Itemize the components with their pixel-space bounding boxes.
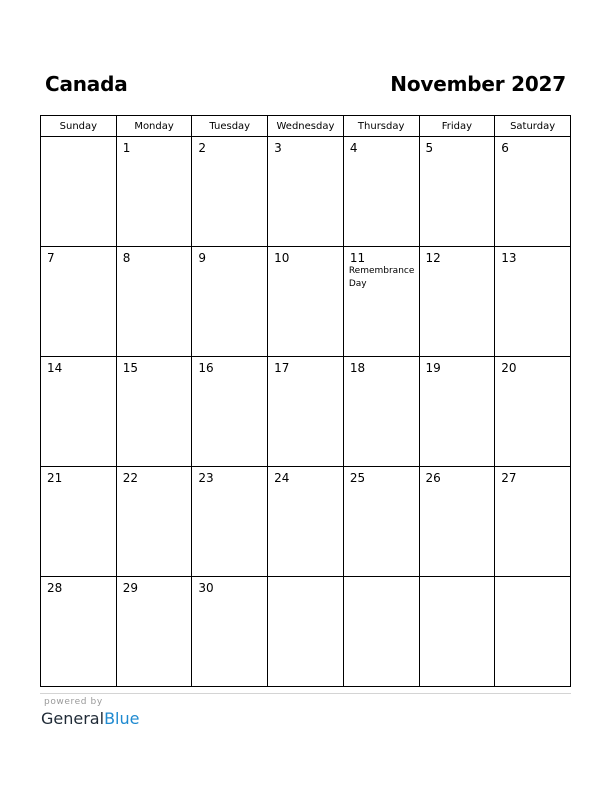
day-number: 3	[274, 141, 282, 155]
week-row	[41, 467, 571, 577]
weekday-sunday: Sunday	[41, 116, 117, 137]
day-number: 21	[47, 471, 63, 485]
day-number: 23	[198, 471, 214, 485]
day-cell	[268, 247, 344, 357]
day-number: 17	[274, 361, 290, 375]
brand-blue: Blue	[104, 709, 140, 728]
day-cell	[343, 137, 419, 247]
day-number: 12	[425, 251, 441, 265]
day-number: 28	[47, 581, 63, 595]
day-number: 13	[501, 251, 517, 265]
day-number: 18	[349, 361, 366, 375]
day-cell	[192, 247, 268, 357]
week-row	[41, 247, 571, 357]
day-cell	[116, 137, 192, 247]
empty-day-cell	[343, 577, 419, 687]
day-cell	[419, 357, 495, 467]
day-cell	[116, 247, 192, 357]
day-cell	[192, 357, 268, 467]
day-cell	[116, 357, 192, 467]
day-number: 8	[122, 251, 131, 265]
powered-by-text: powered by	[44, 697, 103, 707]
day-cell	[41, 577, 117, 687]
day-cell	[192, 467, 268, 577]
day-number: 4	[349, 141, 358, 155]
brand-general: General	[41, 709, 105, 728]
weekday-thursday: Thursday	[343, 116, 419, 137]
day-cell	[495, 467, 571, 577]
day-number: 14	[47, 361, 63, 375]
week-row	[41, 137, 571, 247]
day-number: 15	[122, 361, 138, 375]
day-cell	[495, 137, 571, 247]
day-number: 9	[198, 251, 207, 265]
day-cell	[41, 247, 117, 357]
day-number: 29	[122, 581, 138, 595]
weekday-saturday: Saturday	[495, 116, 571, 137]
day-number: 11	[349, 251, 366, 265]
day-cell	[116, 577, 192, 687]
day-cell	[343, 357, 419, 467]
day-number: 24	[274, 471, 290, 485]
country-title: Canada	[45, 72, 128, 96]
day-cell	[495, 357, 571, 467]
weekday-header-row	[41, 116, 571, 137]
generalblue-logo	[41, 709, 139, 728]
day-number: 26	[425, 471, 441, 485]
day-number: 7	[47, 251, 55, 265]
day-cell	[495, 247, 571, 357]
day-number: 27	[501, 471, 517, 485]
empty-day-cell	[268, 577, 344, 687]
day-cell	[116, 467, 192, 577]
day-cell	[268, 357, 344, 467]
empty-day-cell	[495, 577, 571, 687]
day-cell	[419, 137, 495, 247]
footer-divider	[40, 693, 571, 694]
calendar-grid	[40, 115, 571, 687]
day-cell	[419, 467, 495, 577]
day-number: 20	[501, 361, 517, 375]
day-number: 6	[501, 141, 509, 155]
empty-day-cell	[419, 577, 495, 687]
day-cell	[268, 137, 344, 247]
day-number: 19	[425, 361, 441, 375]
day-number: 1	[122, 141, 131, 155]
week-row	[41, 357, 571, 467]
day-number: 30	[198, 581, 214, 595]
holiday-label: Remembrance Day	[348, 266, 415, 289]
day-cell	[268, 467, 344, 577]
calendar-header	[45, 71, 566, 97]
day-number: 22	[122, 471, 138, 485]
weekday-friday: Friday	[419, 116, 495, 137]
weekday-monday: Monday	[116, 116, 192, 137]
day-cell	[419, 247, 495, 357]
day-number: 25	[349, 471, 366, 485]
day-number: 5	[425, 141, 434, 155]
day-number: 2	[198, 141, 207, 155]
month-year-title: November 2027	[390, 72, 566, 96]
day-cell	[192, 137, 268, 247]
empty-day-cell	[41, 137, 117, 247]
day-cell	[41, 467, 117, 577]
week-row	[41, 577, 571, 687]
day-cell	[41, 357, 117, 467]
calendar-body	[41, 137, 571, 687]
weekday-wednesday: Wednesday	[268, 116, 344, 137]
day-cell	[343, 247, 419, 357]
day-cell	[192, 577, 268, 687]
day-cell	[343, 467, 419, 577]
day-number: 10	[274, 251, 290, 265]
weekday-tuesday: Tuesday	[192, 116, 268, 137]
day-number: 16	[198, 361, 214, 375]
